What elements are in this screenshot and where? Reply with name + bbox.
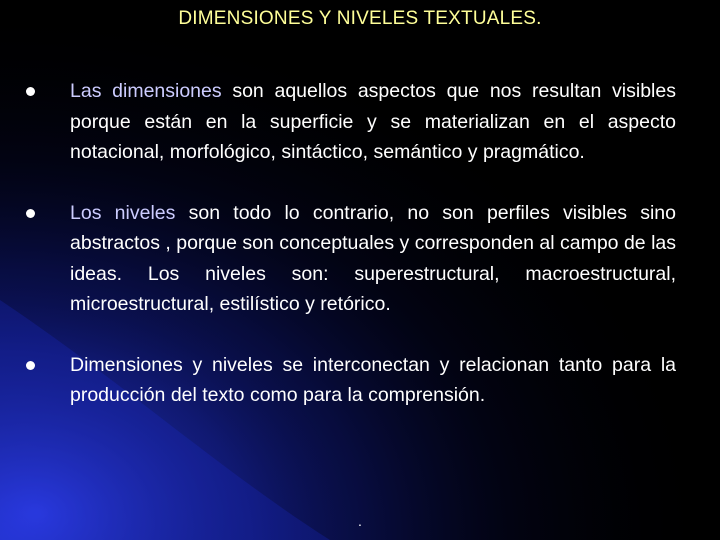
bullet-dot-icon <box>26 87 35 96</box>
bullet-item-niveles <box>26 198 676 320</box>
bullet-list <box>26 76 676 411</box>
bullet-item-interconexion <box>26 350 676 411</box>
bullet-highlight: Los niveles <box>70 201 176 224</box>
bullet-dot-icon <box>26 209 35 218</box>
bullet-highlight: Las dimensiones <box>70 80 222 102</box>
bullet-text: Dimensiones y niveles se interconectan y relacionan tanto para la producción del texto como para la comprensión. <box>70 353 676 406</box>
slide-title: DIMENSIONES Y NIVELES TEXTUALES. <box>178 8 542 29</box>
bullet-dot-icon <box>26 361 35 370</box>
bullet-text: son aquellos aspectos que nos resultan visibles porque están en la superficie y se materializan en el aspecto notacional, morfológico, sintáctico, semántico y pragmático. <box>70 80 676 163</box>
footer-mark: . <box>358 513 362 529</box>
bullet-text: son todo lo contrario, no son perfiles visibles sino abstractos , porque son conceptuales y corresponden al campo de las ideas. Los niveles son: superestructural, macroestructural, microestructural, estilístico y retórico. <box>70 201 676 315</box>
bullet-item-dimensiones <box>26 76 676 168</box>
